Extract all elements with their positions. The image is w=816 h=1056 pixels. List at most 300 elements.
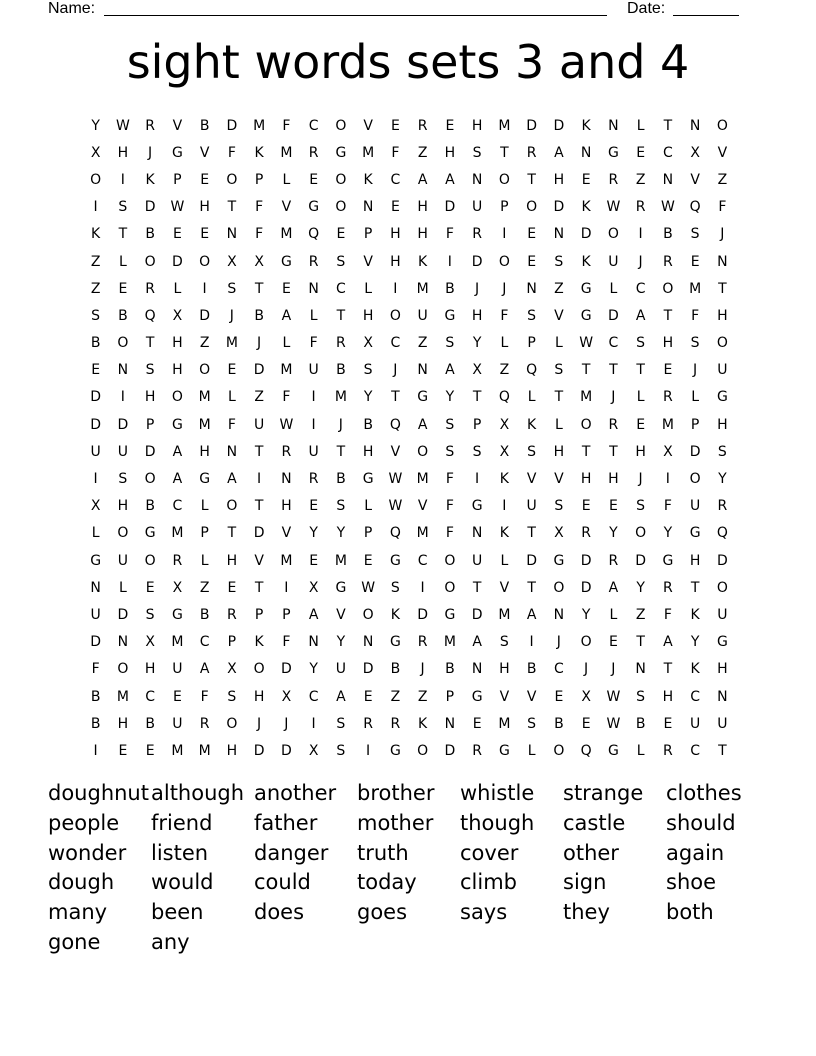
grid-letter[interactable]: H (471, 117, 483, 134)
grid-letter[interactable]: M (416, 525, 429, 542)
grid-letter[interactable]: R (417, 117, 428, 134)
grid-letter[interactable]: D (553, 199, 565, 216)
grid-letter[interactable]: G (389, 552, 401, 569)
grid-letter[interactable]: E (527, 226, 537, 243)
grid-letter[interactable]: Y (91, 117, 100, 134)
grid-letter[interactable]: P (254, 171, 264, 188)
grid-letter[interactable]: L (636, 389, 645, 406)
grid-letter[interactable]: Y (309, 525, 318, 542)
grid-letter[interactable]: A (445, 362, 455, 379)
grid-letter[interactable]: G (417, 389, 429, 406)
grid-letter[interactable]: Y (445, 389, 455, 406)
grid-letter[interactable]: R (281, 443, 292, 460)
grid-letter[interactable]: N (662, 171, 674, 188)
grid-letter[interactable]: T (581, 362, 591, 379)
grid-letter[interactable]: L (200, 498, 209, 515)
grid-letter[interactable]: W (388, 471, 403, 488)
grid-letter[interactable]: T (254, 443, 264, 460)
grid-letter[interactable]: A (663, 634, 673, 651)
grid-letter[interactable]: F (445, 226, 454, 243)
grid-letter[interactable]: Z (717, 171, 728, 188)
grid-letter[interactable]: L (118, 253, 127, 270)
grid-letter[interactable]: G (444, 307, 456, 324)
grid-letter[interactable]: G (199, 471, 211, 488)
grid-letter[interactable]: Z (390, 688, 401, 705)
grid-letter[interactable]: S (690, 226, 700, 243)
grid-letter[interactable]: X (281, 688, 292, 705)
grid-letter[interactable]: F (227, 416, 236, 433)
grid-letter[interactable]: O (199, 362, 211, 379)
name-field-line[interactable] (104, 15, 607, 16)
grid-letter[interactable]: U (172, 661, 183, 678)
grid-letter[interactable]: E (445, 117, 455, 134)
grid-letter[interactable]: T (254, 498, 264, 515)
grid-letter[interactable]: S (390, 579, 400, 596)
grid-letter[interactable]: S (336, 715, 346, 732)
grid-letter[interactable]: F (227, 144, 236, 161)
grid-letter[interactable]: K (91, 226, 101, 243)
grid-letter[interactable]: V (254, 552, 264, 569)
grid-letter[interactable]: G (362, 471, 374, 488)
grid-letter[interactable]: T (472, 579, 482, 596)
grid-letter[interactable]: O (253, 661, 265, 678)
grid-letter[interactable]: Q (526, 362, 538, 379)
grid-letter[interactable]: E (390, 117, 400, 134)
grid-letter[interactable]: J (611, 661, 616, 678)
grid-letter[interactable]: O (90, 171, 102, 188)
grid-letter[interactable]: D (144, 199, 156, 216)
grid-letter[interactable]: T (254, 579, 264, 596)
grid-letter[interactable]: T (527, 525, 536, 542)
grid-letter[interactable]: R (145, 280, 155, 297)
grid-letter[interactable]: T (527, 579, 536, 596)
grid-letter[interactable]: U (690, 715, 701, 732)
grid-letter[interactable]: E (608, 634, 618, 651)
grid-letter[interactable]: H (390, 226, 401, 243)
grid-letter[interactable]: A (472, 634, 482, 651)
grid-letter[interactable]: H (117, 144, 129, 161)
grid-letter[interactable]: O (553, 742, 565, 759)
grid-letter[interactable]: H (226, 742, 238, 759)
grid-letter[interactable]: X (308, 579, 319, 596)
grid-letter[interactable]: D (144, 443, 156, 460)
grid-letter[interactable]: S (91, 307, 101, 324)
grid-letter[interactable]: M (198, 416, 211, 433)
grid-letter[interactable]: O (444, 552, 456, 569)
grid-letter[interactable]: E (663, 362, 673, 379)
grid-letter[interactable]: F (445, 525, 454, 542)
grid-letter[interactable]: N (281, 471, 292, 488)
grid-letter[interactable]: G (171, 606, 183, 623)
grid-letter[interactable]: B (145, 226, 155, 243)
grid-letter[interactable]: W (606, 199, 621, 216)
grid-letter[interactable]: B (526, 661, 537, 678)
grid-letter[interactable]: B (445, 280, 455, 297)
grid-letter[interactable]: H (717, 416, 728, 433)
grid-letter[interactable]: O (389, 307, 401, 324)
grid-letter[interactable]: U (717, 715, 728, 732)
grid-letter[interactable]: Z (199, 579, 210, 596)
grid-letter[interactable]: N (608, 117, 619, 134)
grid-letter[interactable]: F (282, 117, 291, 134)
grid-letter[interactable]: K (581, 199, 591, 216)
grid-letter[interactable]: F (282, 634, 291, 651)
grid-letter[interactable]: H (417, 199, 428, 216)
grid-letter[interactable]: F (445, 498, 454, 515)
grid-letter[interactable]: E (145, 742, 155, 759)
grid-letter[interactable]: U (472, 199, 483, 216)
grid-letter[interactable]: V (526, 688, 537, 705)
grid-letter[interactable]: O (526, 199, 538, 216)
grid-letter[interactable]: X (554, 525, 564, 542)
grid-letter[interactable]: S (527, 443, 537, 460)
grid-letter[interactable]: D (716, 552, 728, 569)
grid-letter[interactable]: M (416, 471, 429, 488)
grid-letter[interactable]: T (336, 307, 346, 324)
grid-letter[interactable]: J (420, 661, 425, 678)
grid-letter[interactable]: S (445, 443, 455, 460)
grid-letter[interactable]: K (581, 253, 591, 270)
grid-letter[interactable]: V (417, 498, 428, 515)
grid-letter[interactable]: G (389, 742, 401, 759)
grid-letter[interactable]: D (280, 742, 292, 759)
grid-letter[interactable]: O (417, 742, 429, 759)
grid-letter[interactable]: N (471, 171, 483, 188)
grid-letter[interactable]: L (636, 117, 645, 134)
grid-letter[interactable]: R (308, 471, 319, 488)
grid-letter[interactable]: O (117, 525, 129, 542)
grid-letter[interactable]: E (227, 362, 237, 379)
grid-letter[interactable]: S (527, 715, 537, 732)
grid-letter[interactable]: H (144, 661, 156, 678)
grid-letter[interactable]: N (308, 280, 319, 297)
grid-letter[interactable]: Q (308, 226, 320, 243)
grid-letter[interactable]: Y (336, 634, 346, 651)
grid-letter[interactable]: D (635, 552, 647, 569)
grid-letter[interactable]: D (526, 552, 538, 569)
grid-letter[interactable]: H (172, 362, 183, 379)
grid-letter[interactable]: M (334, 552, 347, 569)
grid-letter[interactable]: Q (389, 416, 401, 433)
grid-letter[interactable]: O (226, 498, 238, 515)
grid-letter[interactable]: O (144, 253, 156, 270)
grid-letter[interactable]: C (308, 117, 319, 134)
grid-letter[interactable]: J (638, 471, 643, 488)
grid-letter[interactable]: L (364, 498, 373, 515)
grid-letter[interactable]: Z (417, 688, 428, 705)
grid-letter[interactable]: N (635, 661, 646, 678)
grid-letter[interactable]: I (420, 579, 425, 596)
grid-letter[interactable]: J (257, 715, 262, 732)
grid-letter[interactable]: E (118, 742, 128, 759)
grid-letter[interactable]: L (609, 606, 618, 623)
grid-letter[interactable]: F (255, 199, 264, 216)
grid-letter[interactable]: M (580, 389, 593, 406)
grid-letter[interactable]: G (335, 144, 347, 161)
grid-letter[interactable]: I (311, 715, 316, 732)
grid-letter[interactable]: D (362, 661, 374, 678)
grid-letter[interactable]: T (145, 335, 155, 352)
grid-letter[interactable]: E (581, 171, 591, 188)
grid-letter[interactable]: I (665, 471, 670, 488)
grid-letter[interactable]: M (171, 634, 184, 651)
grid-letter[interactable]: D (117, 416, 129, 433)
grid-letter[interactable]: S (363, 362, 373, 379)
grid-letter[interactable]: I (638, 226, 643, 243)
grid-letter[interactable]: N (362, 199, 374, 216)
grid-letter[interactable]: B (118, 307, 128, 324)
grid-letter[interactable]: I (93, 742, 98, 759)
grid-letter[interactable]: S (336, 498, 346, 515)
grid-letter[interactable]: Q (716, 525, 728, 542)
grid-letter[interactable]: L (554, 416, 563, 433)
grid-letter[interactable]: D (526, 117, 538, 134)
grid-letter[interactable]: Z (199, 335, 210, 352)
grid-letter[interactable]: M (171, 525, 184, 542)
grid-letter[interactable]: G (580, 307, 592, 324)
grid-letter[interactable]: R (663, 579, 673, 596)
grid-letter[interactable]: O (689, 471, 701, 488)
grid-letter[interactable]: D (444, 742, 456, 759)
grid-letter[interactable]: B (199, 606, 210, 623)
grid-letter[interactable]: G (498, 742, 510, 759)
grid-letter[interactable]: M (280, 362, 293, 379)
grid-letter[interactable]: S (145, 606, 155, 623)
grid-letter[interactable]: E (118, 280, 128, 297)
grid-letter[interactable]: L (200, 552, 209, 569)
grid-letter[interactable]: R (390, 715, 401, 732)
grid-letter[interactable]: V (281, 525, 292, 542)
grid-letter[interactable]: K (581, 117, 591, 134)
grid-letter[interactable]: V (717, 144, 728, 161)
grid-letter[interactable]: J (584, 661, 589, 678)
grid-letter[interactable]: P (500, 199, 509, 216)
grid-letter[interactable]: U (117, 552, 128, 569)
grid-letter[interactable]: H (580, 471, 592, 488)
grid-letter[interactable]: E (145, 579, 155, 596)
grid-letter[interactable]: N (717, 688, 728, 705)
grid-letter[interactable]: B (90, 335, 101, 352)
grid-letter[interactable]: L (364, 280, 373, 297)
grid-letter[interactable]: E (390, 199, 400, 216)
grid-letter[interactable]: E (636, 416, 646, 433)
grid-letter[interactable]: B (145, 498, 155, 515)
grid-letter[interactable]: W (279, 416, 294, 433)
grid-letter[interactable]: U (608, 253, 619, 270)
grid-letter[interactable]: C (690, 742, 701, 759)
grid-letter[interactable]: J (338, 416, 343, 433)
grid-letter[interactable]: M (280, 552, 293, 569)
grid-letter[interactable]: S (336, 253, 346, 270)
grid-letter[interactable]: F (663, 498, 672, 515)
grid-letter[interactable]: H (390, 253, 401, 270)
grid-letter[interactable]: P (527, 335, 536, 352)
grid-letter[interactable]: V (281, 199, 292, 216)
grid-letter[interactable]: V (499, 579, 510, 596)
grid-letter[interactable]: M (498, 715, 511, 732)
grid-letter[interactable]: E (200, 171, 210, 188)
grid-letter[interactable]: U (172, 715, 183, 732)
grid-letter[interactable]: X (690, 144, 700, 161)
grid-letter[interactable]: H (199, 443, 210, 460)
grid-letter[interactable]: S (690, 335, 700, 352)
grid-letter[interactable]: D (607, 307, 619, 324)
grid-letter[interactable]: F (718, 199, 727, 216)
grid-letter[interactable]: U (335, 661, 346, 678)
grid-letter[interactable]: N (689, 117, 701, 134)
grid-letter[interactable]: I (202, 280, 207, 297)
grid-letter[interactable]: A (417, 416, 428, 433)
grid-letter[interactable]: E (200, 226, 210, 243)
grid-letter[interactable]: Z (635, 171, 646, 188)
grid-letter[interactable]: V (554, 307, 564, 324)
grid-letter[interactable]: U (526, 498, 537, 515)
grid-letter[interactable]: N (362, 634, 374, 651)
grid-letter[interactable]: D (90, 416, 102, 433)
grid-letter[interactable]: E (472, 715, 482, 732)
grid-letter[interactable]: H (362, 443, 374, 460)
grid-letter[interactable]: L (91, 525, 100, 542)
grid-letter[interactable]: U (717, 606, 728, 623)
grid-letter[interactable]: J (611, 389, 616, 406)
grid-letter[interactable]: U (90, 443, 101, 460)
grid-letter[interactable]: B (145, 715, 155, 732)
grid-letter[interactable]: D (689, 443, 701, 460)
grid-letter[interactable]: T (336, 443, 346, 460)
grid-letter[interactable]: E (636, 144, 646, 161)
grid-letter[interactable]: M (334, 389, 347, 406)
grid-letter[interactable]: N (417, 362, 428, 379)
grid-letter[interactable]: D (226, 117, 238, 134)
grid-letter[interactable]: P (363, 226, 373, 243)
grid-letter[interactable]: P (145, 416, 155, 433)
grid-letter[interactable]: M (443, 634, 456, 651)
grid-letter[interactable]: N (226, 443, 238, 460)
grid-letter[interactable]: B (254, 307, 264, 324)
grid-letter[interactable]: Z (90, 280, 101, 297)
grid-letter[interactable]: O (199, 253, 211, 270)
grid-letter[interactable]: S (227, 280, 237, 297)
grid-letter[interactable]: X (145, 634, 155, 651)
grid-letter[interactable]: U (717, 362, 728, 379)
grid-letter[interactable]: G (90, 552, 102, 569)
grid-letter[interactable]: P (227, 634, 237, 651)
grid-letter[interactable]: Z (499, 362, 510, 379)
grid-letter[interactable]: G (607, 742, 619, 759)
grid-letter[interactable]: O (226, 715, 238, 732)
grid-letter[interactable]: I (529, 634, 534, 651)
grid-letter[interactable]: N (117, 362, 129, 379)
grid-letter[interactable]: Z (90, 253, 101, 270)
grid-letter[interactable]: M (280, 226, 293, 243)
grid-letter[interactable]: X (308, 742, 319, 759)
grid-letter[interactable]: O (144, 471, 156, 488)
grid-letter[interactable]: N (226, 226, 238, 243)
grid-letter[interactable]: P (254, 606, 264, 623)
grid-letter[interactable]: E (91, 362, 101, 379)
grid-letter[interactable]: I (475, 471, 480, 488)
grid-letter[interactable]: B (390, 661, 401, 678)
grid-letter[interactable]: H (635, 443, 646, 460)
grid-letter[interactable]: U (417, 307, 428, 324)
grid-letter[interactable]: A (281, 307, 292, 324)
grid-letter[interactable]: V (199, 144, 210, 161)
grid-letter[interactable]: L (554, 335, 563, 352)
grid-letter[interactable]: W (579, 335, 594, 352)
grid-letter[interactable]: E (309, 171, 319, 188)
grid-letter[interactable]: Z (417, 335, 428, 352)
grid-letter[interactable]: F (445, 471, 454, 488)
grid-letter[interactable]: D (580, 579, 592, 596)
grid-letter[interactable]: R (172, 552, 183, 569)
grid-letter[interactable]: V (526, 471, 537, 488)
grid-letter[interactable]: M (689, 280, 702, 297)
grid-letter[interactable]: A (172, 443, 183, 460)
grid-letter[interactable]: B (554, 715, 564, 732)
grid-letter[interactable]: O (335, 171, 347, 188)
grid-letter[interactable]: V (554, 471, 564, 488)
grid-letter[interactable]: D (199, 307, 211, 324)
grid-letter[interactable]: H (471, 307, 483, 324)
grid-letter[interactable]: S (336, 742, 346, 759)
grid-letter[interactable]: T (391, 389, 400, 406)
grid-letter[interactable]: G (444, 606, 456, 623)
grid-letter[interactable]: L (227, 389, 236, 406)
grid-letter[interactable]: M (116, 688, 129, 705)
grid-letter[interactable]: R (526, 144, 537, 161)
grid-letter[interactable]: H (662, 688, 674, 705)
grid-letter[interactable]: P (282, 606, 291, 623)
grid-letter[interactable]: G (716, 389, 728, 406)
grid-letter[interactable]: H (281, 498, 292, 515)
grid-letter[interactable]: G (308, 199, 320, 216)
grid-letter[interactable]: O (335, 199, 347, 216)
grid-letter[interactable]: H (226, 552, 238, 569)
grid-letter[interactable]: G (716, 634, 728, 651)
grid-letter[interactable]: F (309, 335, 318, 352)
grid-letter[interactable]: D (444, 199, 456, 216)
grid-letter[interactable]: O (117, 661, 129, 678)
grid-letter[interactable]: J (720, 226, 725, 243)
grid-letter[interactable]: L (527, 389, 536, 406)
grid-letter[interactable]: J (556, 634, 561, 651)
grid-letter[interactable]: C (145, 688, 156, 705)
grid-letter[interactable]: D (253, 525, 265, 542)
grid-letter[interactable]: X (581, 688, 591, 705)
grid-letter[interactable]: R (308, 253, 319, 270)
grid-letter[interactable]: F (663, 606, 672, 623)
grid-letter[interactable]: M (171, 742, 184, 759)
grid-letter[interactable]: U (90, 606, 101, 623)
grid-letter[interactable]: B (363, 416, 373, 433)
grid-letter[interactable]: H (417, 226, 428, 243)
grid-letter[interactable]: R (472, 742, 482, 759)
grid-letter[interactable]: M (498, 606, 511, 623)
grid-letter[interactable]: T (663, 307, 673, 324)
grid-letter[interactable]: F (200, 688, 209, 705)
grid-letter[interactable]: Q (580, 742, 592, 759)
grid-letter[interactable]: L (282, 171, 291, 188)
grid-letter[interactable]: S (554, 498, 564, 515)
grid-letter[interactable]: I (120, 171, 125, 188)
grid-letter[interactable]: I (257, 471, 262, 488)
grid-letter[interactable]: I (311, 416, 316, 433)
grid-letter[interactable]: Q (389, 525, 401, 542)
grid-letter[interactable]: B (336, 471, 346, 488)
grid-letter[interactable]: A (417, 171, 428, 188)
grid-letter[interactable]: D (280, 661, 292, 678)
grid-letter[interactable]: A (227, 471, 237, 488)
